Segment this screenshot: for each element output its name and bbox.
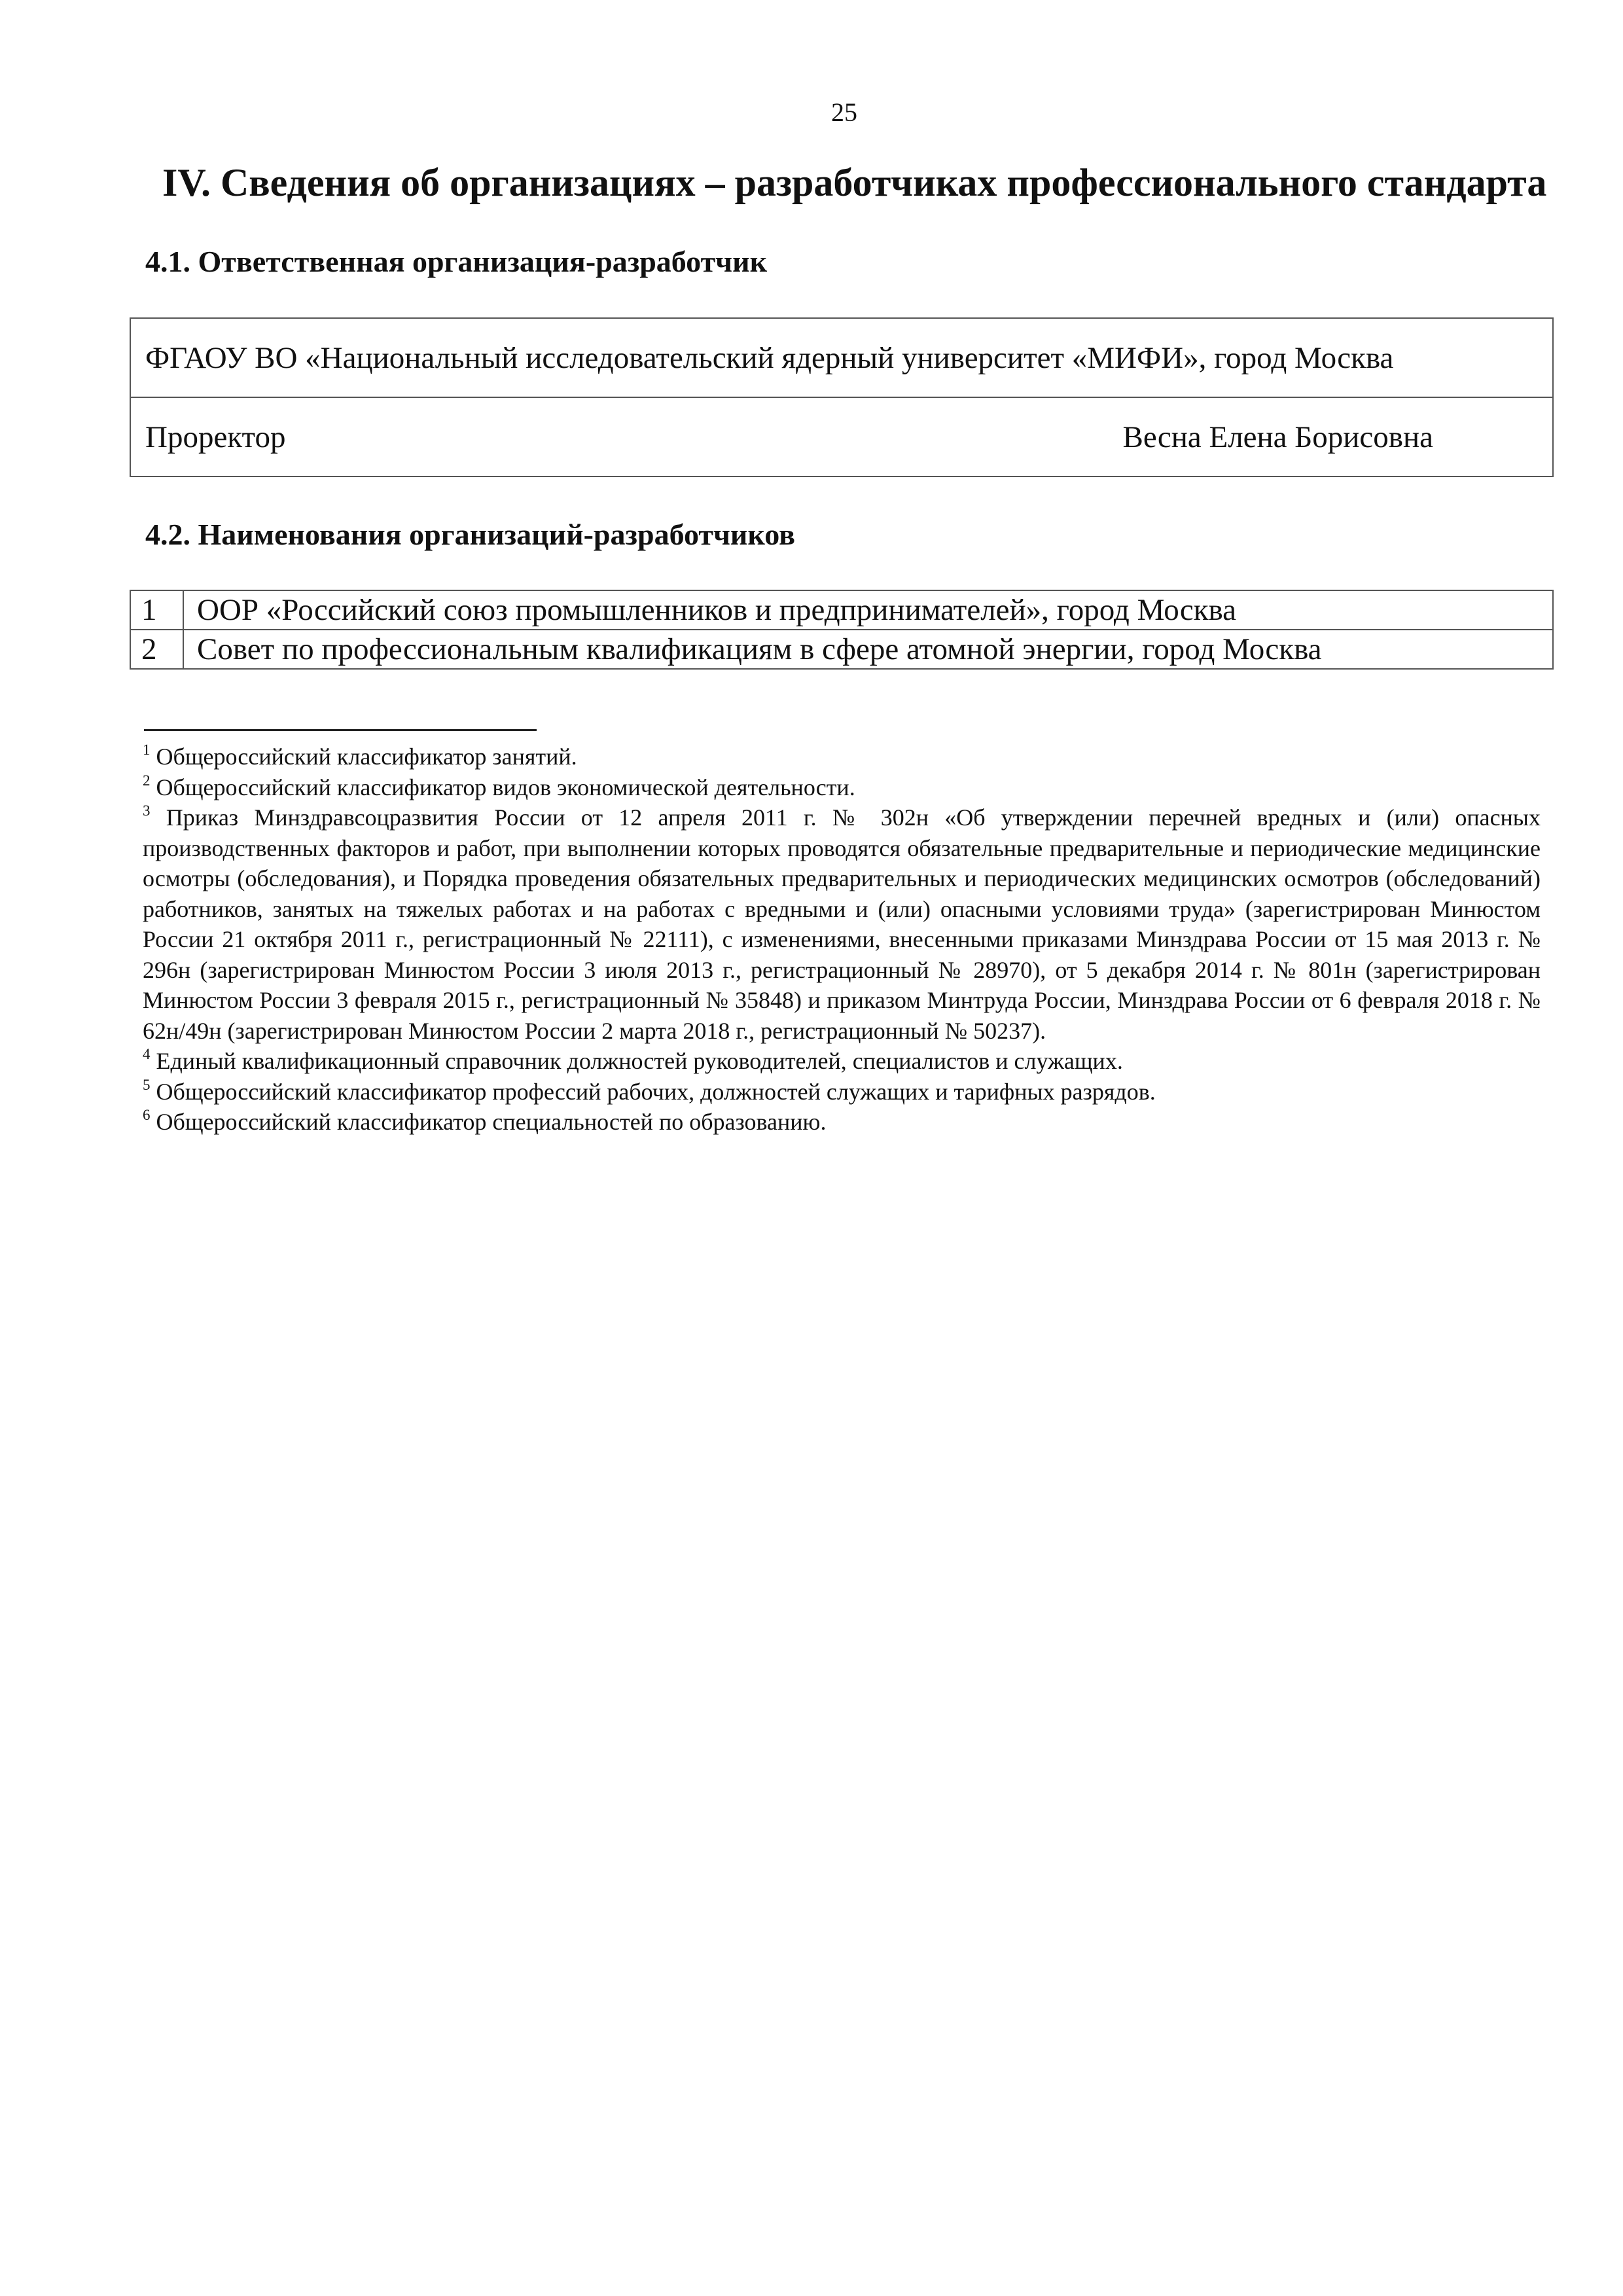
footnote-mark: 5	[143, 1076, 151, 1093]
organization-name: Совет по профессиональным квалификациям в сфере атомной энергии, город Москва	[183, 630, 1553, 669]
responsible-organization-table	[130, 317, 1554, 477]
footnote-text: Приказ Минздравсоцразвития России от 12 апреля 2011 г. № 302н «Об утверждении перечней вредных и (или) опасных производственных факторов и работ, при выполнении которых проводятся обязательные предварительные и периодические медицинские осмотры (обследования), и Порядка проведения обязательных предварительных и периодических медицинских осмотров (обследований) работников, занятых на тяжелых работах и на работах с вредными и (или) опасными условиями труда» (зарегистрирован Минюстом России 21 октября 2011 г., регистрационный № 22111), с изменениями, внесенными приказами Минздрава России от 15 мая 2013 г. № 296н (зарегистрирован Минюстом России 3 июля 2013 г., регистрационный № 28970), от 5 декабря 2014 г. № 801н (зарегистрирован Минюстом России 3 февраля 2015 г., регистрационный № 35848) и приказом Минтруда России, Минздрава России от 6 февраля 2018 г. № 62н/49н (зарегистрирован Минюстом России 2 марта 2018 г., регистрационный № 50237).	[143, 804, 1541, 1044]
developer-organizations-table	[130, 590, 1554, 670]
footnote-text: Общероссийский классификатор занятий.	[156, 744, 577, 770]
table-row	[130, 397, 1553, 476]
footnote	[143, 1077, 1541, 1107]
footnote-text: Общероссийский классификатор специальностей по образованию.	[156, 1109, 827, 1135]
table-row	[130, 318, 1553, 397]
footnote	[143, 1107, 1541, 1138]
organization-name: ООР «Российский союз промышленников и предпринимателей», город Москва	[183, 590, 1553, 630]
footnote-divider	[144, 729, 537, 731]
row-number: 1	[130, 590, 183, 630]
row-number: 2	[130, 630, 183, 669]
signatory-position: Проректор	[145, 420, 286, 454]
footnote	[143, 802, 1541, 1046]
signatory-row	[145, 420, 1538, 455]
responsible-organization-heading: 4.1. Ответственная организация-разработчик	[145, 245, 768, 278]
footnote-mark: 6	[143, 1107, 151, 1123]
page-number: 25	[831, 98, 857, 127]
footnote	[143, 742, 1541, 772]
footnote-mark: 1	[143, 742, 151, 758]
footnote	[143, 772, 1541, 803]
footnote-mark: 4	[143, 1046, 151, 1062]
table-row	[130, 630, 1553, 669]
developer-organizations-heading: 4.2. Наименования организаций-разработчиков	[145, 518, 795, 551]
footnote-text: Общероссийский классификатор профессий рабочих, должностей служащих и тарифных разрядов.	[156, 1078, 1156, 1105]
footnote-text: Единый квалификационный справочник должностей руководителей, специалистов и служащих.	[156, 1048, 1123, 1074]
footnote	[143, 1046, 1541, 1077]
table-row	[130, 590, 1553, 630]
signatory-name: Весна Елена Борисовна	[1122, 420, 1433, 454]
footnote-mark: 3	[143, 802, 151, 819]
footnote-text: Общероссийский классификатор видов экономической деятельности.	[156, 774, 855, 800]
responsible-organization-name: ФГАОУ ВО «Национальный исследовательский ядерный университет «МИФИ», город Москва	[130, 318, 1553, 397]
footnote-mark: 2	[143, 772, 151, 789]
section-title: IV. Сведения об организациях – разработчиках профессионального стандарта	[162, 161, 1547, 204]
footnotes	[143, 742, 1541, 1138]
